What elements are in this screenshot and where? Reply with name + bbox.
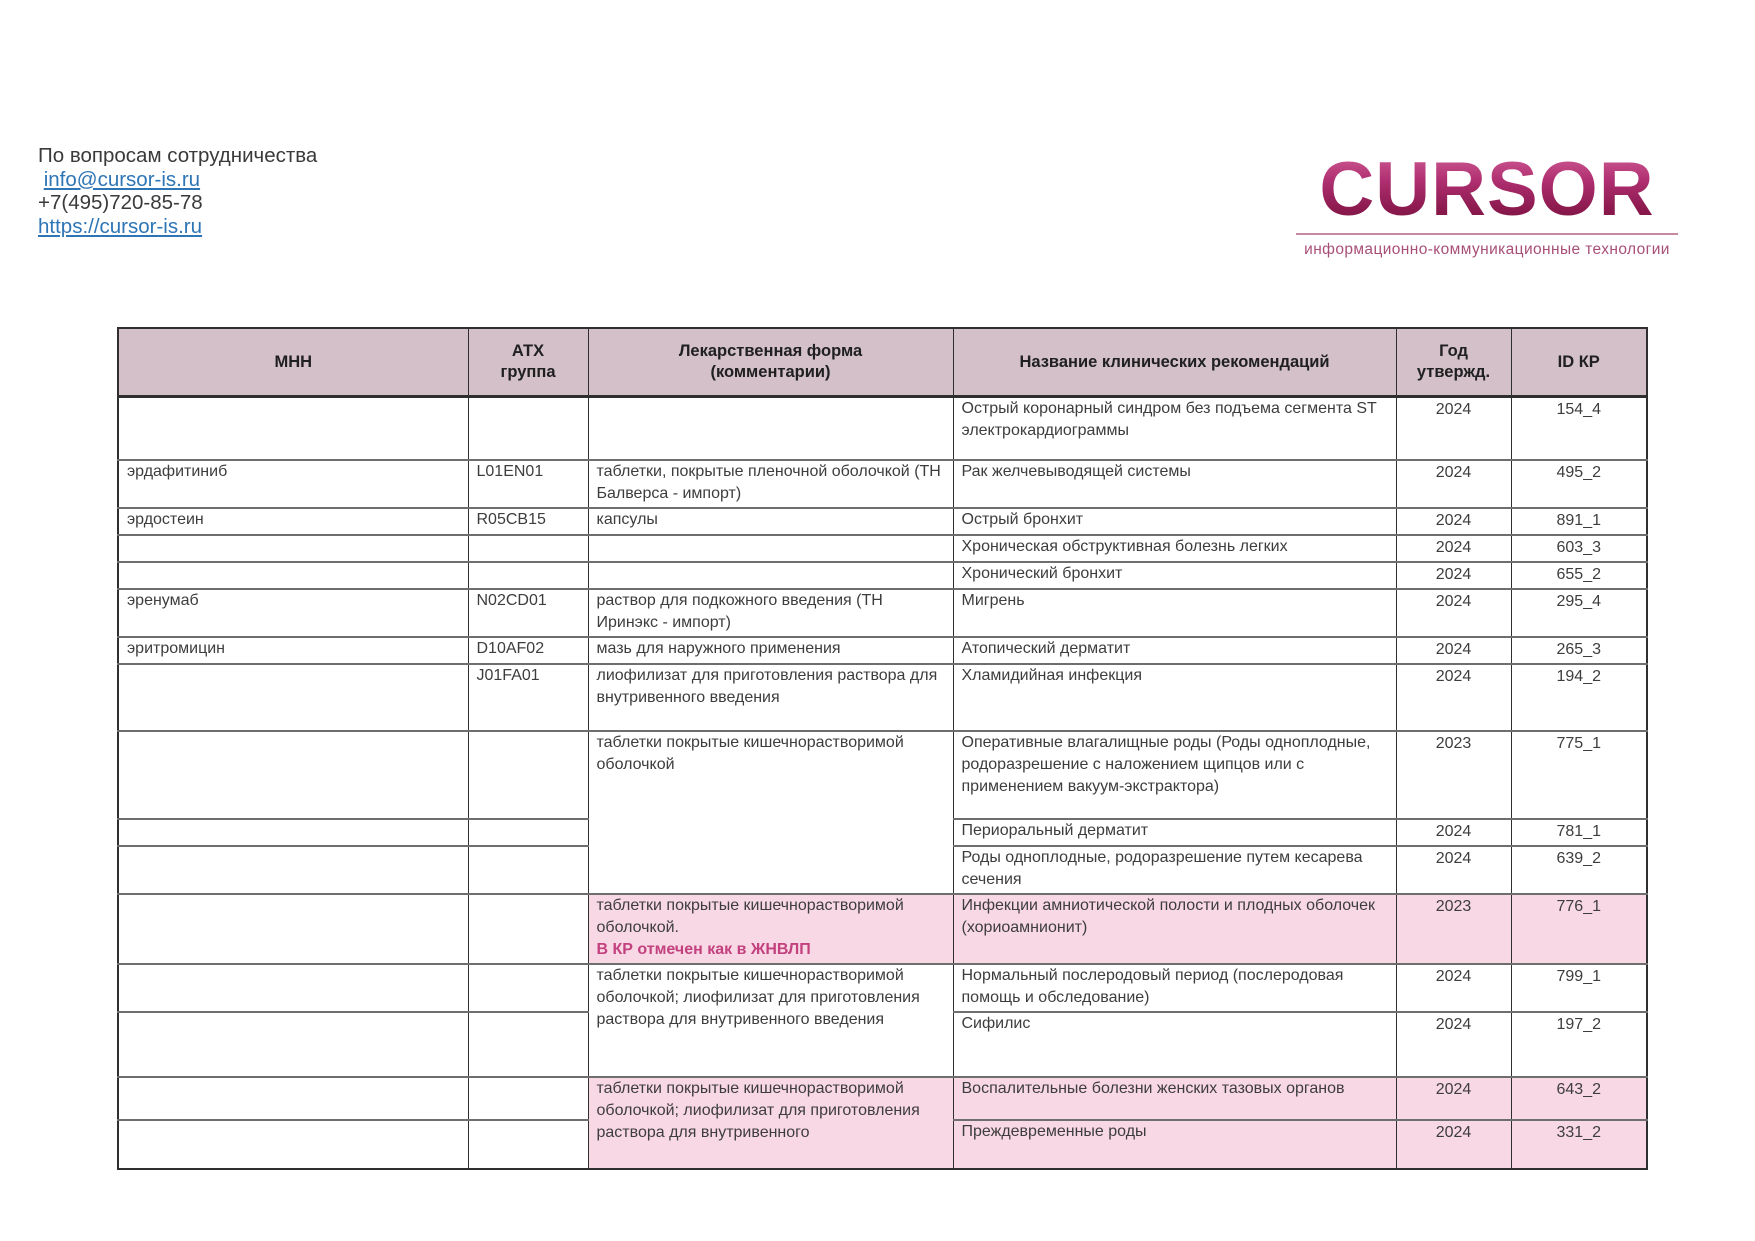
cell-recommendation-name: Острый коронарный синдром без подъема сегмента ST электрокардиограммы	[953, 397, 1396, 460]
cell-kr-id: 197_2	[1511, 1012, 1647, 1077]
cell-kr-id: 154_4	[1511, 397, 1647, 460]
cell-kr-id: 194_2	[1511, 664, 1647, 731]
contact-phone: +7(495)720-85-78	[38, 191, 203, 214]
cell-mnn	[118, 664, 468, 731]
cell-mnn: эрдостеин	[118, 508, 468, 535]
header-label: АТХ	[511, 342, 545, 360]
cell-kr-id: 655_2	[1511, 562, 1647, 589]
cell-year: 2024	[1396, 964, 1511, 1012]
header-label: утвержд.	[1416, 363, 1491, 381]
header-label: МНН	[274, 352, 313, 371]
cell-kr-id: 776_1	[1511, 894, 1647, 964]
cell-dosage-form	[588, 535, 953, 562]
cell-recommendation-name: Рак желчевыводящей системы	[953, 460, 1396, 508]
cell-year: 2024	[1396, 846, 1511, 894]
cell-year: 2023	[1396, 731, 1511, 819]
header-cell-3	[953, 328, 1396, 397]
cell-atx	[468, 397, 588, 460]
cell-dosage-form	[588, 562, 953, 589]
cell-atx	[468, 1077, 588, 1120]
cell-mnn: эрдафитиниб	[118, 460, 468, 508]
cell-year: 2024	[1396, 1012, 1511, 1077]
cell-atx	[468, 731, 588, 819]
cell-dosage-form	[588, 1077, 953, 1169]
cell-kr-id: 331_2	[1511, 1120, 1647, 1169]
cell-kr-id: 799_1	[1511, 964, 1647, 1012]
cell-year: 2024	[1396, 637, 1511, 664]
table-row	[118, 964, 1647, 1012]
cell-kr-id: 775_1	[1511, 731, 1647, 819]
brand-block	[1296, 148, 1678, 259]
cell-year: 2024	[1396, 664, 1511, 731]
cell-year: 2024	[1396, 535, 1511, 562]
cell-mnn	[118, 964, 468, 1012]
dosage-form-text: лиофилизат для приготовления раствора для внутривенного введения	[596, 666, 938, 706]
table-row	[118, 894, 1647, 964]
header-label: группа	[500, 363, 556, 381]
cell-dosage-form	[588, 964, 953, 1077]
cell-year: 2024	[1396, 1120, 1511, 1169]
cell-dosage-form	[588, 637, 953, 664]
header-label: Год	[1439, 342, 1468, 360]
header-cell-0	[118, 328, 468, 397]
cell-kr-id: 265_3	[1511, 637, 1647, 664]
cell-atx: J01FA01	[468, 664, 588, 731]
table-row	[118, 535, 1647, 562]
cell-mnn	[118, 731, 468, 819]
dosage-form-text: таблетки покрытые кишечнорастворимой оболочкой	[596, 733, 904, 773]
cell-mnn	[118, 819, 468, 846]
cell-mnn	[118, 1120, 468, 1169]
drug-recommendations-table	[117, 327, 1648, 1170]
dosage-form-text: раствор для подкожного введения (ТН Иринэкс - импорт)	[596, 591, 883, 631]
cell-mnn	[118, 846, 468, 894]
cell-atx: L01EN01	[468, 460, 588, 508]
cell-dosage-form	[588, 589, 953, 637]
cell-year: 2023	[1396, 894, 1511, 964]
cell-mnn	[118, 397, 468, 460]
cell-kr-id: 639_2	[1511, 846, 1647, 894]
dosage-form-text: таблетки покрытые кишечнорастворимой оболочкой; лиофилизат для приготовления раствора для внутривенного введения	[596, 966, 920, 1028]
cell-recommendation-name: Роды одноплодные, родоразрешение путем кесарева сечения	[953, 846, 1396, 894]
cell-kr-id: 495_2	[1511, 460, 1647, 508]
contact-email-line	[38, 168, 317, 192]
cell-year: 2024	[1396, 589, 1511, 637]
cell-recommendation-name: Периоральный дерматит	[953, 819, 1396, 846]
cell-recommendation-name: Сифилис	[953, 1012, 1396, 1077]
table-body	[118, 397, 1647, 1169]
cell-atx	[468, 846, 588, 894]
cell-recommendation-name: Хламидийная инфекция	[953, 664, 1396, 731]
table-header	[118, 328, 1647, 397]
table-row	[118, 589, 1647, 637]
header-cell-1	[468, 328, 588, 397]
table-row	[118, 460, 1647, 508]
cell-atx: N02CD01	[468, 589, 588, 637]
brand-divider	[1296, 233, 1678, 235]
table-row	[118, 508, 1647, 535]
header-label: Название клинических рекомендаций	[1019, 352, 1330, 371]
dosage-form-text: таблетки покрытые кишечнорастворимой оболочкой.	[596, 896, 904, 936]
header-cell-2	[588, 328, 953, 397]
cell-recommendation-name: Нормальный послеродовый период (послеродовая помощь и обследование)	[953, 964, 1396, 1012]
cell-atx	[468, 1012, 588, 1077]
cell-recommendation-name: Хроническая обструктивная болезнь легких	[953, 535, 1396, 562]
cell-recommendation-name: Мигрень	[953, 589, 1396, 637]
cell-dosage-form	[588, 894, 953, 964]
cell-atx	[468, 562, 588, 589]
contact-intro: По вопросам сотрудничества	[38, 144, 318, 167]
cell-mnn	[118, 894, 468, 964]
table-row	[118, 664, 1647, 731]
cell-atx	[468, 894, 588, 964]
cell-year: 2024	[1396, 1077, 1511, 1120]
website-link[interactable]: https://cursor-is.ru	[38, 214, 203, 238]
cell-atx	[468, 1120, 588, 1169]
cell-kr-id: 643_2	[1511, 1077, 1647, 1120]
cell-recommendation-name: Оперативные влагалищные роды (Роды одноплодные, родоразрешение с наложением щипцов или с применением вакуум-экстрактора)	[953, 731, 1396, 819]
header-cell-5	[1511, 328, 1647, 397]
dosage-form-text: капсулы	[596, 510, 658, 528]
header-label: (комментарии)	[710, 363, 831, 381]
cell-dosage-form	[588, 508, 953, 535]
cell-recommendation-name: Преждевременные роды	[953, 1120, 1396, 1169]
cell-year: 2024	[1396, 397, 1511, 460]
cell-recommendation-name: Инфекции амниотической полости и плодных оболочек (хориоамнионит)	[953, 894, 1396, 964]
table-row	[118, 637, 1647, 664]
brand-tagline: информационно-коммуникационные технологии	[1304, 241, 1670, 258]
table-row	[118, 731, 1647, 819]
cell-recommendation-name: Воспалительные болезни женских тазовых органов	[953, 1077, 1396, 1120]
cell-mnn	[118, 1012, 468, 1077]
cell-atx	[468, 535, 588, 562]
cursor-logo: CURSOR	[1296, 148, 1678, 232]
cell-mnn	[118, 562, 468, 589]
cell-atx: D10AF02	[468, 637, 588, 664]
dosage-form-text: таблетки покрытые кишечнорастворимой оболочкой; лиофилизат для приготовления раствора для внутривенного	[596, 1079, 920, 1141]
cell-recommendation-name: Острый бронхит	[953, 508, 1396, 535]
table-row	[118, 397, 1647, 460]
cell-dosage-form	[588, 460, 953, 508]
cell-year: 2024	[1396, 819, 1511, 846]
cell-kr-id: 295_4	[1511, 589, 1647, 637]
cell-kr-id: 603_3	[1511, 535, 1647, 562]
header-label: ID КР	[1557, 352, 1600, 371]
table-row	[118, 1077, 1647, 1120]
cell-atx: R05CB15	[468, 508, 588, 535]
cell-year: 2024	[1396, 460, 1511, 508]
header-label: Лекарственная форма	[678, 342, 863, 360]
cell-year: 2024	[1396, 508, 1511, 535]
cell-recommendation-name: Хронический бронхит	[953, 562, 1396, 589]
cell-kr-id: 781_1	[1511, 819, 1647, 846]
email-link[interactable]: info@cursor-is.ru	[43, 167, 201, 191]
cell-dosage-form	[588, 731, 953, 894]
header-cell-4	[1396, 328, 1511, 397]
cell-atx	[468, 819, 588, 846]
dosage-form-text: таблетки, покрытые пленочной оболочкой (ТН Балверса - импорт)	[596, 462, 941, 502]
table-row	[118, 562, 1647, 589]
cell-mnn	[118, 1077, 468, 1120]
cell-dosage-form	[588, 664, 953, 731]
zhnvlp-note: В КР отмечен как в ЖНВЛП	[596, 940, 811, 958]
cell-mnn	[118, 535, 468, 562]
cell-atx	[468, 964, 588, 1012]
cell-kr-id: 891_1	[1511, 508, 1647, 535]
dosage-form-text: мазь для наружного применения	[596, 639, 841, 657]
cell-mnn: эритромицин	[118, 637, 468, 664]
contact-block	[38, 144, 317, 238]
cell-recommendation-name: Атопический дерматит	[953, 637, 1396, 664]
cell-dosage-form	[588, 397, 953, 460]
cell-mnn: эренумаб	[118, 589, 468, 637]
cell-year: 2024	[1396, 562, 1511, 589]
